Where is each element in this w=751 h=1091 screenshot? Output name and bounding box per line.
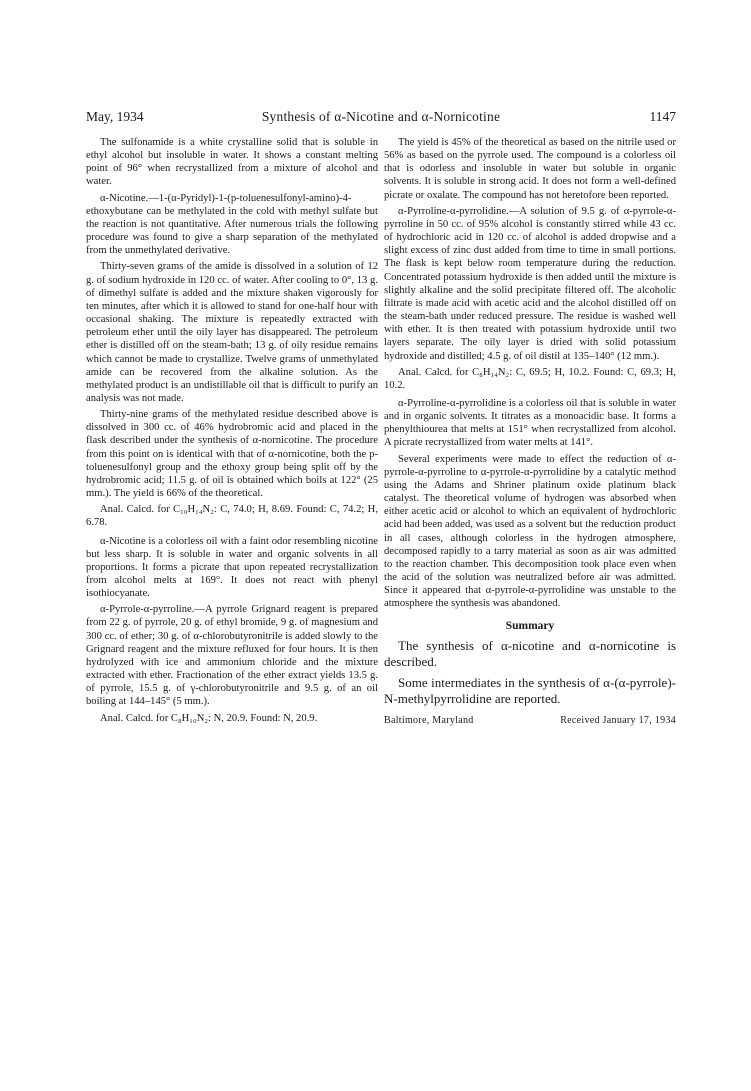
right-column <box>384 136 676 728</box>
running-header <box>86 108 676 126</box>
header-date: May, 1934 <box>86 109 144 124</box>
analysis-pyrrole-pyrroline: Anal. Calcd. for C₈H₁₀N₂: N, 20.9. Found: N, 20.9. <box>100 712 318 724</box>
page-number: 1147 <box>649 109 676 124</box>
paragraph-pyrrolidine-properties: α-Pyrroline-α-pyrrolidine is a colorless oil that is soluble in water and in organic solvents. It titrates as a monoacidic base. It forms a phenylthiourea that melts at 151° when recrystallized from alcohol. A picrate recrystallized from water melts at 141°. <box>384 397 676 449</box>
left-column <box>86 136 378 730</box>
paragraph-sulfonamide: The sulfonamide is a white crystalline solid that is soluble in ethyl alcohol but insoluble in water. It shows a constant melting point of 96° when recrystallized from a mixture of alcohol and water. <box>86 137 378 188</box>
received-date: Received January 17, 1934 <box>560 714 676 726</box>
paragraph-methylation-procedure: Thirty-seven grams of the amide is dissolved in a solution of 12 g. of sodium hydroxide in 120 cc. of water. After cooling to 0°, 13 g. of dimethyl sulfate is added and the mixture shaken vigorously for ten minutes, after which it is allowed to stand for one-half hour with occasional shaking. The mixture is repeatedly extracted with petroleum ether until the oily layer has disappeared. The petroleum ether is distilled off on the steam-bath; 13 g. of oily residue remains which cannot be made to crystallize. Twelve grams of unmethylated amide can be recovered from the alkaline solution. As the methylated product is an undistillable oil that is difficult to purify an analysis was not made. <box>86 261 378 404</box>
summary-paragraph-1: The synthesis of α-nicotine and α-nornicotine is described. <box>384 637 676 670</box>
header-title: Synthesis of α-Nicotine and α-Nornicotine <box>261 109 501 124</box>
summary-heading: Summary <box>505 620 555 633</box>
paragraph-pyrrole-pyrroline: α-Pyrrole-α-pyrroline.—A pyrrole Grignard reagent is prepared from 22 g. of pyrrole, 20 g. of ethyl bromide, 9 g. of magnesium and 300 cc. of ether; 30 g. of α-chlorobutyronitrile is added slowly to the Grignard reagent and the mixture refluxed for four hours. It is then hydrolyzed with ice and ammonium chloride and the mixture extracted with ether. Fractionation of the ether extract yields 13.5 g. of pyrrole, 15.5 g. of γ-chlorobutyronitrile and 9.5 g. of an oil boiling at 144–145° (5 mm.). <box>86 604 378 708</box>
author-location: Baltimore, Maryland <box>384 714 474 726</box>
paragraph-alpha-nicotine-intro: α-Nicotine.—1-(α-Pyridyl)-1-(p-toluenesulfonyl-amino)-4-ethoxybutane can be methylated in the cold with methyl sulfate but the reaction is not quantitative. After numerous trials the following procedure was found to give a sharp separation of the methylated from the unmethylated derivative. <box>86 192 378 257</box>
paragraph-hydrobromic-treatment: Thirty-nine grams of the methylated residue described above is dissolved in 300 cc. of 46% hydrobromic acid and placed in the flask described under the synthesis of α-nornicotine. The procedure from this point on is identical with that of α-nornicotine, both the p-toluenesulfonyl group and the ethoxy group being split off by the hydrobromic acid; 11.5 g. of oil is obtained which boils at 122° (25 mm.). The yield is 66% of the theoretical. <box>86 409 378 500</box>
paragraph-pyrroline-pyrrolidine: α-Pyrroline-α-pyrrolidine.—A solution of 9.5 g. of α-pyrrole-α-pyrroline in 50 cc. of 95% alcohol is constantly stirred while 43 cc. of hydrochloric acid in 120 cc. of alcohol is added dropwise and a slight excess of zinc dust added from time to time in small portions. The flask is kept below room temperature during the reduction. Concentrated potassium hydroxide is then added until the mixture is slightly alkaline and the solid precipitate filtered off. The alcoholic filtrate is made acid with acetic acid and the alcohol distilled off on the steam-bath under reduced pressure. The residue is washed well with ether. It is then treated with potassium hydroxide until two layers separate. The oily layer is dried with solid potassium hydroxide and distilled; 4.5 g. of oil distil at 135–140° (12 mm.). <box>384 205 676 362</box>
summary-paragraph-2: Some intermediates in the synthesis of α-(α-pyrrole)-N-methylpyrrolidine are reported. <box>384 674 676 707</box>
paragraph-catalytic-reduction: Several experiments were made to effect the reduction of α-pyrrole-α-pyrroline to α-pyrrole-α-pyrrolidine by a catalytic method using the Adams and Shriner platinum oxide platinum black catalyst. The theoretical volume of hydrogen was absorbed when either acetic acid or alcohol to which an equivalent of hydrochloric acid had been added, was used as a solvent but the reduction product in all cases, although colorless in the hydrogen atmosphere, decomposed rapidly to a tarry material as soon as air was admitted to the reaction chamber. This decomposition took place even when the acid of the solution was neutralized before air was admitted. Since it appeared that α-pyrrole-α-pyrrolidine was unstable to the atmosphere the synthesis was abandoned. <box>384 453 676 610</box>
paragraph-alpha-nicotine-properties: α-Nicotine is a colorless oil with a faint odor resembling nicotine but less sharp. It is soluble in water and organic solvents in all proportions. It forms a picrate that upon repeated recrystallization from alcohol melts at 169°. It does not react with phenyl isothiocyanate. <box>86 535 378 600</box>
article-footer <box>384 714 676 728</box>
analysis-alpha-nicotine: Anal. Calcd. for C₁₀H₁₄N₂: C, 74.0; H, 8.69. Found: C, 74.2; H, 6.78. <box>86 504 378 529</box>
paragraph-yield: The yield is 45% of the theoretical as based on the nitrile used or 56% as based on the pyrrole used. The compound is a colorless oil that is odorless and insoluble in water but soluble in organic solvents. It is soluble in strong acid. It does not form a well-defined picrate or oxalate. The compound has not heretofore been reported. <box>384 137 676 201</box>
analysis-pyrroline-pyrrolidine: Anal. Calcd. for C₈H₁₄N₂: C, 69.5; H, 10.2. Found: C, 69.3; H, 10.2. <box>384 366 676 391</box>
